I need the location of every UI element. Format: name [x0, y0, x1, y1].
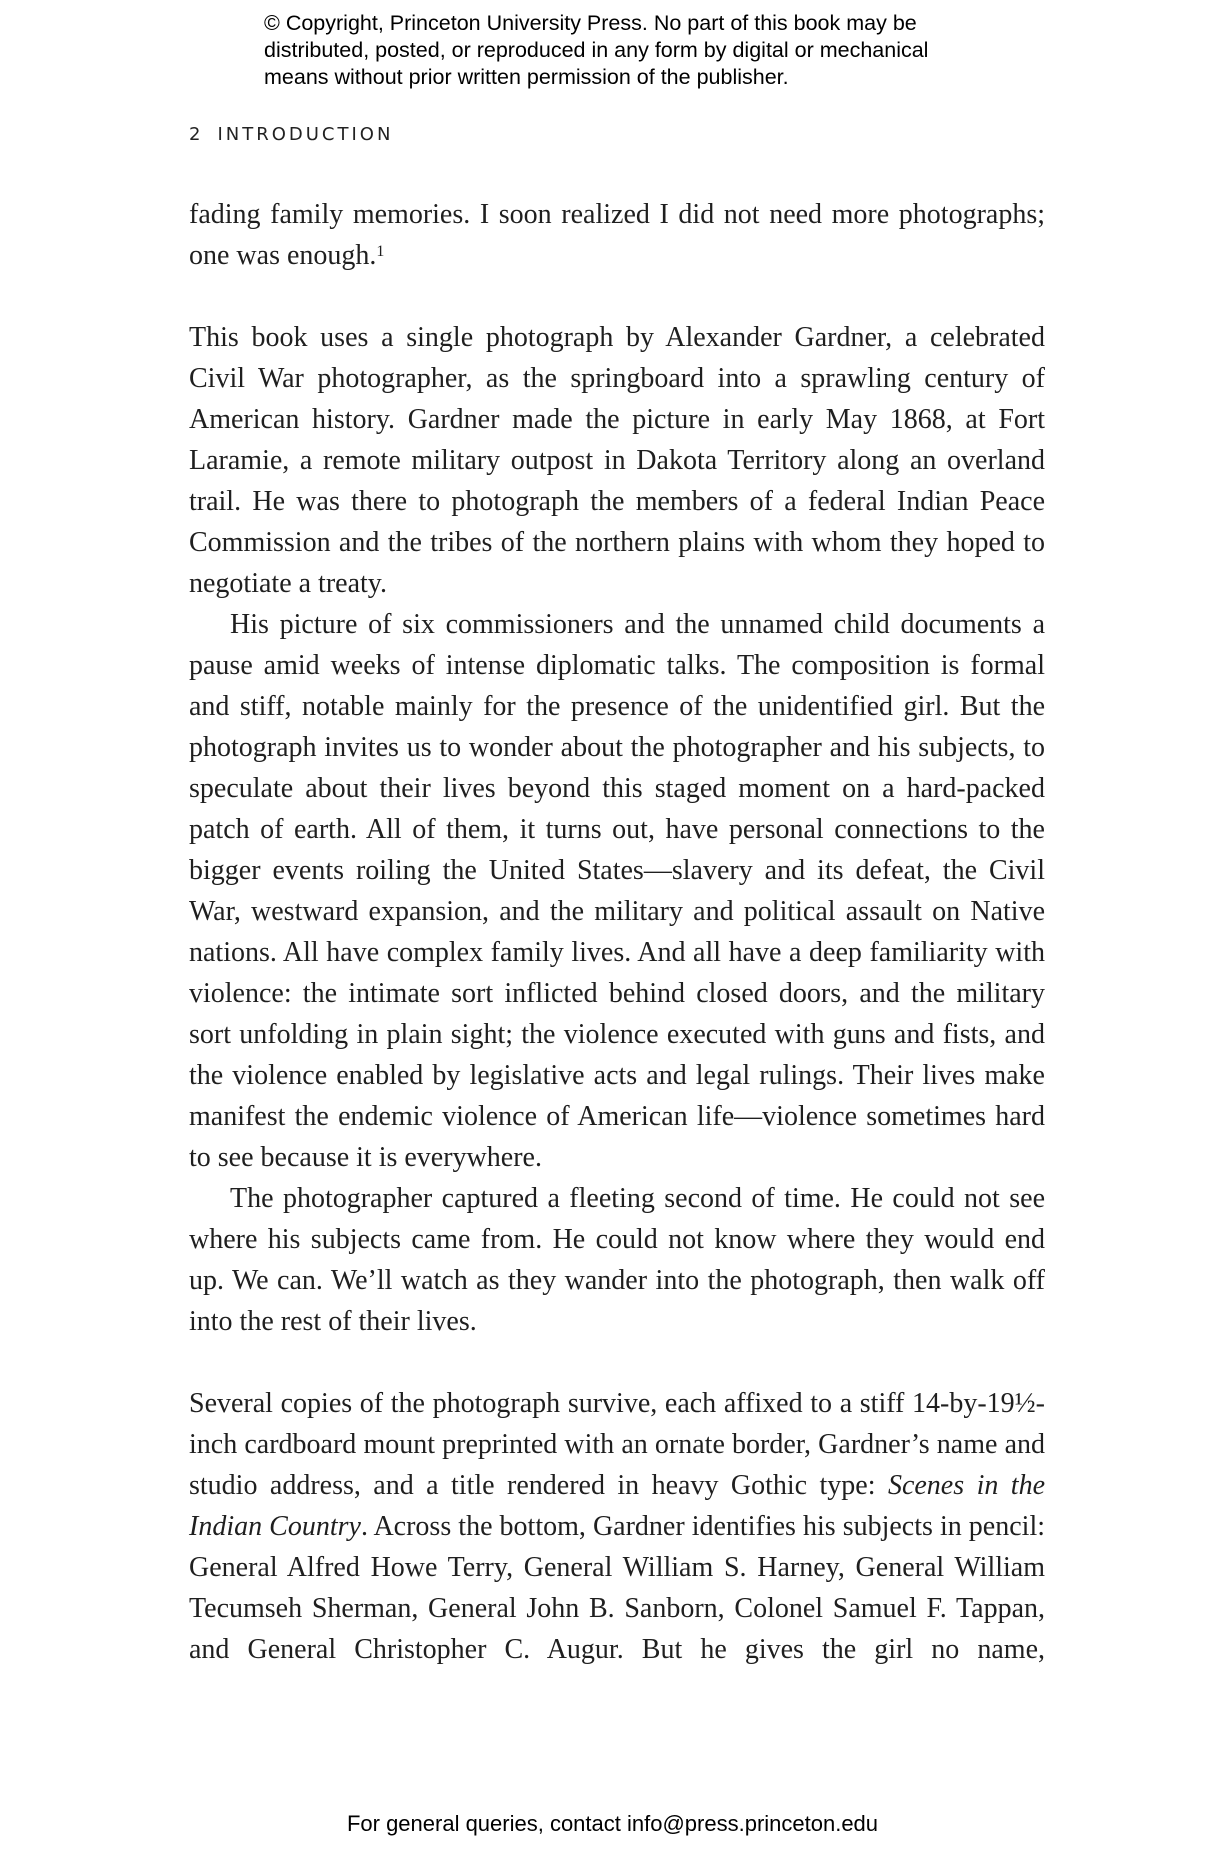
paragraph: The photographer captured a fleeting second of time. He could not see where his subjects came from. He could not know where they would end up. We can. We’ll watch as they wander into the photograph, then walk off into the rest of their lives.	[189, 1183, 1045, 1337]
paragraph-text: fading family memories. I soon realized I did not need more photographs; one was enough.	[189, 199, 1045, 271]
copyright-line: means without prior written permission of the publisher.	[264, 65, 789, 89]
copyright-line: © Copyright, Princeton University Press. No part of this book may be	[264, 11, 917, 35]
copyright-line: distributed, posted, or reproduced in any form by digital or mechanical	[264, 38, 929, 62]
paragraph	[189, 194, 1045, 276]
running-head	[189, 124, 393, 145]
chapter-title: INTRODUCTION	[217, 124, 394, 145]
paragraph-text: Several copies of the photograph survive, each affixed to a stiff 14-by-19½-inch cardboard mount preprinted with an ornate border, Gardner’s name and studio address, and a title rendered in heavy Gothic type:	[189, 1388, 1045, 1501]
paragraph-text: . Across the bottom, Gardner identifies his subjects in pencil: General Alfred Howe Terry, General William S. Harney, General William Tecumseh Sherman, General John B. Sanborn, Colonel Samuel F. Tappan, and General Christopher C. Augur. But he gives the girl no name,	[189, 1511, 1045, 1665]
body-text	[189, 194, 1045, 1670]
footnote-marker: 1	[376, 243, 385, 260]
copyright-notice	[264, 10, 1024, 91]
paragraph: His picture of six commissioners and the unnamed child documents a pause amid weeks of intense diplomatic talks. The composition is formal and stiff, notable mainly for the presence of the unidentified girl. But the photograph invites us to wonder about the photographer and his subjects, to speculate about their lives beyond this staged moment on a hard-packed patch of earth. All of them, it turns out, have personal connections to the bigger events roiling the United States—slavery and its defeat, the Civil War, westward expansion, and the military and political assault on Native nations. All have complex family lives. And all have a deep familiarity with violence: the intimate sort inflicted behind closed doors, and the military sort unfolding in plain sight; the violence executed with guns and fists, and the violence enabled by legislative acts and legal rulings. Their lives make manifest the endemic violence of American life—violence sometimes hard to see because it is everywhere.	[189, 609, 1045, 1173]
footer-contact: For general queries, contact info@press.princeton.edu	[346, 1811, 879, 1836]
page-number: 2	[189, 124, 204, 145]
book-title-italic: Scenes in the Indian Country	[189, 1470, 1045, 1542]
paragraph	[189, 1383, 1045, 1670]
paragraph: This book uses a single photograph by Alexander Gardner, a celebrated Civil War photographer, as the springboard into a sprawling century of American history. Gardner made the picture in early May 1868, at Fort Laramie, a remote military outpost in Dakota Territory along an overland trail. He was there to photograph the members of a federal Indian Peace Commission and the tribes of the northern plains with whom they hoped to negotiate a treaty.	[189, 322, 1045, 599]
